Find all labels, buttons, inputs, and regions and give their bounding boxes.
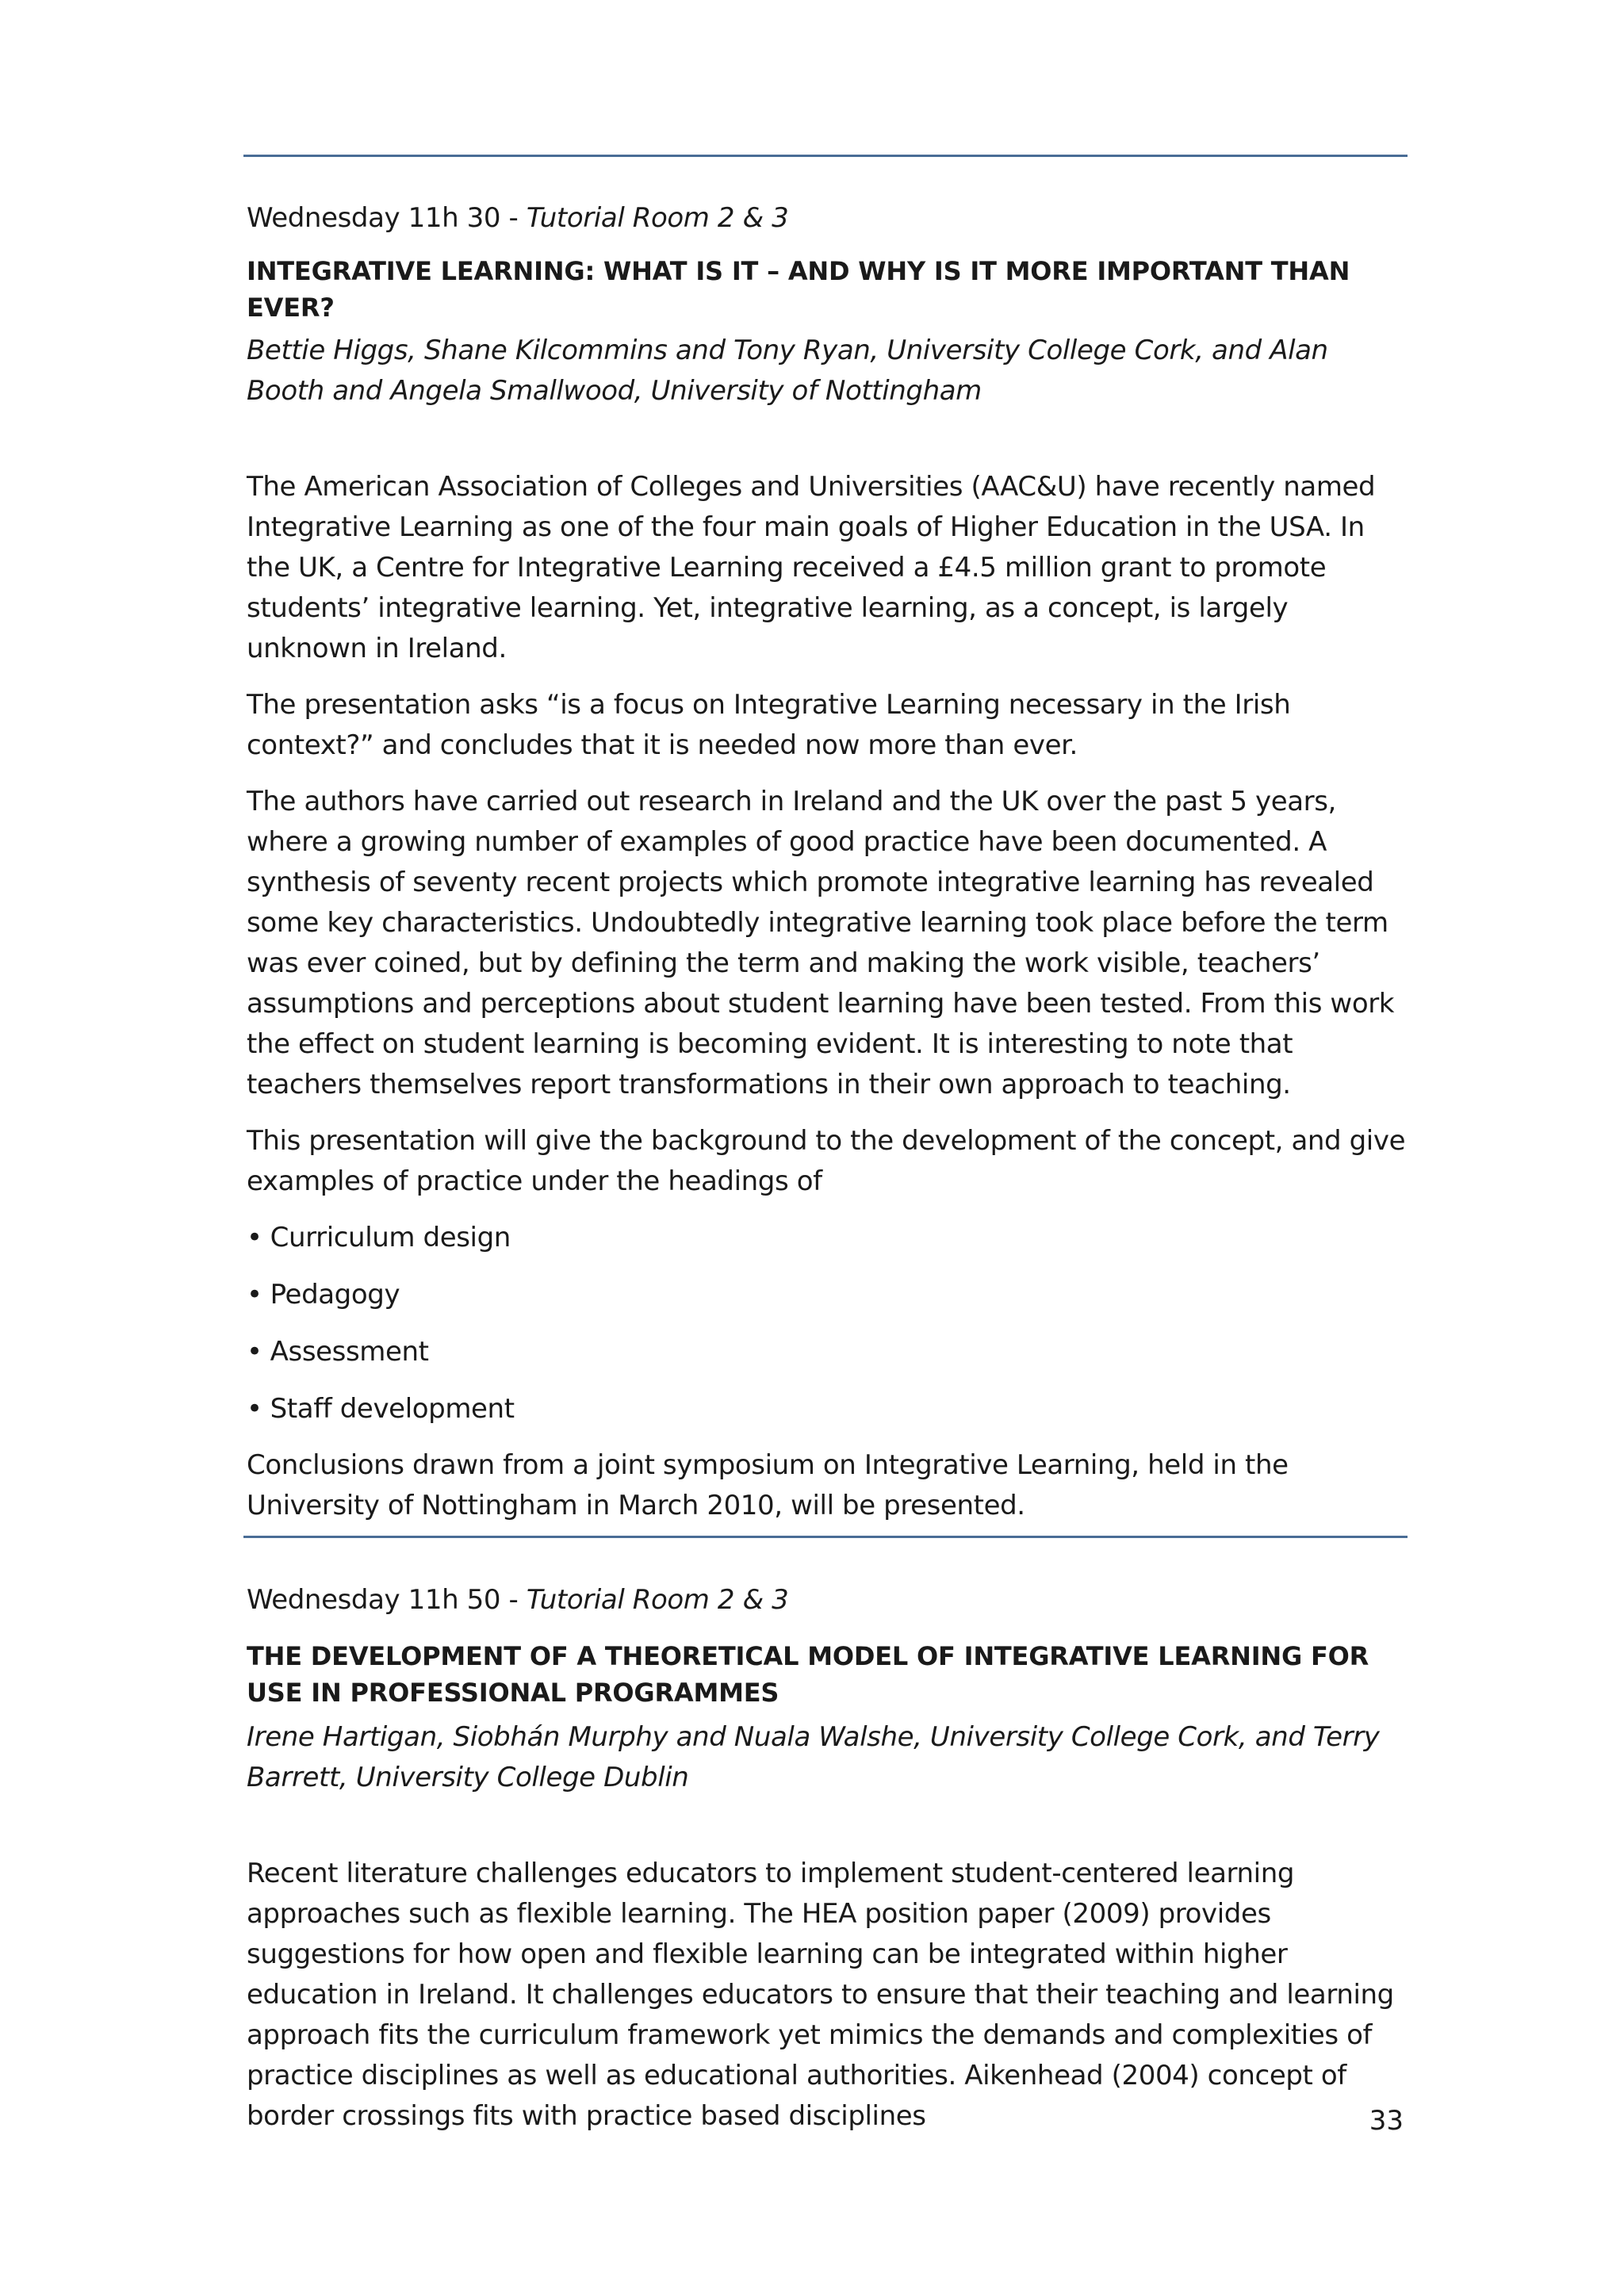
session-authors: Irene Hartigan, Siobhán Murphy and Nuala Walshe, University College Cork, and Terry Barrett, University College Dublin bbox=[247, 1721, 1380, 1793]
bullet-item: • Pedagogy bbox=[247, 1275, 1412, 1315]
session-time: Wednesday 11h 50 - bbox=[247, 1584, 527, 1616]
paragraph: This presentation will give the background to the development of the concept, and give examples of practice under the headings of bbox=[247, 1125, 1406, 1197]
session-authors: Bettie Higgs, Shane Kilcommins and Tony Ryan, University College Cork, and Alan Booth and Angela Smallwood, University of Nottingham bbox=[247, 335, 1328, 407]
session-title: INTEGRATIVE LEARNING: WHAT IS IT – AND WHY IS IT MORE IMPORTANT THAN EVER? bbox=[247, 256, 1350, 323]
bullet-item: • Assessment bbox=[247, 1332, 1412, 1372]
session-2 bbox=[247, 1580, 1412, 2137]
bullet-item: • Curriculum design bbox=[247, 1218, 1412, 1258]
bullet-item: • Staff development bbox=[247, 1389, 1412, 1429]
paragraph: Conclusions drawn from a joint symposium on Integrative Learning, held in the University of Nottingham in March 2010, will be presented. bbox=[247, 1449, 1289, 1521]
section-divider bbox=[243, 1536, 1408, 1538]
session-time-room bbox=[247, 1580, 1412, 1621]
session-title: THE DEVELOPMENT OF A THEORETICAL MODEL OF INTEGRATIVE LEARNING FOR USE IN PROFESSIONAL PROGRAMMES bbox=[247, 1641, 1369, 1708]
page-number: 33 bbox=[1369, 2105, 1404, 2137]
section-divider bbox=[243, 155, 1408, 157]
session-time: Wednesday 11h 30 - bbox=[247, 202, 527, 234]
session-room: Tutorial Room 2 & 3 bbox=[526, 1584, 789, 1616]
session-room: Tutorial Room 2 & 3 bbox=[526, 202, 789, 234]
paragraph: The American Association of Colleges and Universities (AAC&U) have recently named Integrative Learning as one of the four main goals of Higher Education in the USA. In the UK, a Centre for Integrative Learning received a £4.5 million grant to promote students’ integrative learning. Yet, integrative learning, as a concept, is largely unknown in Ireland. bbox=[247, 471, 1376, 664]
session-1 bbox=[247, 198, 1412, 1526]
paragraph: The presentation asks “is a focus on Integrative Learning necessary in the Irish context?” and concludes that it is needed now more than ever. bbox=[247, 689, 1291, 761]
session-time-room bbox=[247, 198, 1412, 239]
paragraph: The authors have carried out research in Ireland and the UK over the past 5 years, where a growing number of examples of good practice have been documented. A synthesis of seventy recent projects which promote integrative learning has revealed some key characteristics. Undoubtedly integrative learning took place before the term was ever coined, but by defining the term and making the work visible, teachers’ assumptions and perceptions about student learning have been tested. From this work the effect on student learning is becoming evident. It is interesting to note that teachers themselves report transformations in their own approach to teaching. bbox=[247, 786, 1395, 1100]
paragraph: Recent literature challenges educators to implement student-centered learning approaches such as flexible learning. The HEA position paper (2009) provides suggestions for how open and flexible learning can be integrated within higher education in Ireland. It challenges educators to ensure that their teaching and learning approach fits the curriculum framework yet mimics the demands and complexities of practice disciplines as well as educational authorities. Aikenhead (2004) concept of border crossings fits with practice based disciplines bbox=[247, 1858, 1394, 2132]
